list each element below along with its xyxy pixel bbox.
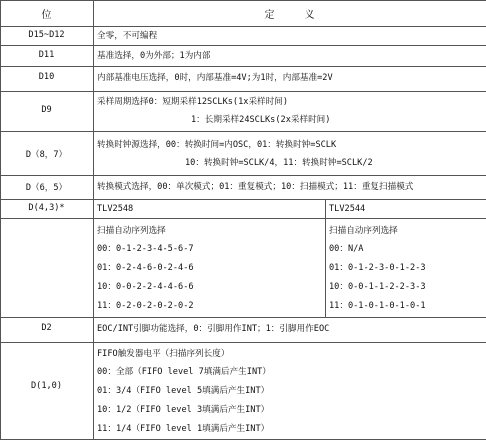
def-d8-7-line2: 10：转换时钟=SCLK/4，11：转换时钟=SCLK/2 (185, 158, 373, 168)
row-divider (0, 317, 486, 318)
row-divider (0, 131, 486, 132)
row-divider (0, 0, 486, 1)
tlv2544-item: 01：0-1-2-3-0-1-2-3 (329, 263, 426, 273)
fifo-trigger-list (97, 345, 271, 439)
tlv2548-heading: 扫描自动序列选择 (97, 226, 166, 236)
column-divider (93, 0, 94, 440)
tlv2544-sequence-list (329, 222, 426, 316)
fifo-heading: FIFO触发器电平（扫描序列长度） (97, 349, 230, 359)
def-d11: 基准选择，0为外部；1为内部 (97, 51, 211, 61)
def-d10: 内部基准电压选择，0时，内部基准=4V;为1时，内部基准=2V (97, 73, 333, 83)
tlv2548-item: 10：0-0-2-2-4-4-6-6 (97, 282, 194, 292)
tlv2548-title: TLV2548 (97, 204, 134, 214)
fifo-item: 01：3/4（FIFO level 5填满后产生INT） (97, 386, 270, 396)
row-divider (0, 199, 486, 200)
fifo-item: 11：1/4（FIFO level 1填满后产生INT） (97, 424, 270, 434)
tlv2548-item: 11：0-2-0-2-0-2-0-2 (97, 301, 194, 311)
def-d8-7-line1: 转换时钟源选择，00：转换时间=内OSC，01：转换时钟=SCLK (97, 140, 337, 150)
tlv2548-item: 00：0-1-2-3-4-5-6-7 (97, 244, 194, 254)
tlv2544-title: TLV2544 (329, 204, 366, 214)
def-d15-d12: 全零，不可编程 (97, 31, 158, 41)
bit-d8-7: D（8，7） (25, 150, 68, 160)
row-divider (0, 342, 486, 343)
def-d2: EOC/INT引脚功能选择，0：引脚用作INT；1：引脚用作EOC (97, 324, 330, 334)
bit-d6-5: D（6，5） (25, 183, 68, 193)
def-d9-line1: 采样周期选择0：短期采样12SCLKs(1x采样时间) (97, 97, 288, 107)
fifo-item: 00：全部（FIFO level 7填满后产生INT） (97, 367, 271, 377)
bit-d15-d12: D15~D12 (28, 30, 65, 40)
bit-d1-0: D(1,0) (30, 381, 63, 391)
column-divider (0, 0, 1, 440)
row-divider (0, 66, 486, 67)
tlv2548-item: 01：0-2-4-6-0-2-4-6 (97, 263, 194, 273)
tlv2544-item: 00：N/A (329, 244, 364, 254)
tlv2544-heading: 扫描自动序列选择 (329, 226, 398, 236)
header-bit: 位 (41, 10, 52, 21)
row-divider (0, 218, 486, 219)
row-divider (0, 26, 486, 27)
bit-d4-3: D(4,3)* (28, 203, 65, 213)
row-divider (0, 45, 486, 46)
bit-d9: D9 (41, 105, 52, 115)
fifo-item: 10：1/2（FIFO level 3填满后产生INT） (97, 405, 270, 415)
def-d6-5: 转换模式选择，00：单次模式；01：重复模式；10：扫描模式；11：重复扫描模式 (97, 182, 414, 192)
tlv2544-item: 11：0-1-0-1-0-1-0-1 (329, 301, 426, 311)
row-divider (0, 175, 486, 176)
tlv2544-item: 10：0-0-1-1-2-2-3-3 (329, 282, 426, 292)
bit-d10: D10 (38, 72, 55, 82)
tlv2548-sequence-list (97, 222, 194, 316)
header-definition: 定 义 (264, 10, 315, 21)
def-d9-line2: 1：长期采样24SCLKs(2x采样时间) (191, 115, 331, 125)
column-divider (325, 199, 326, 317)
bit-d11: D11 (38, 50, 55, 60)
row-divider (0, 91, 486, 92)
bit-d2: D2 (41, 323, 52, 333)
